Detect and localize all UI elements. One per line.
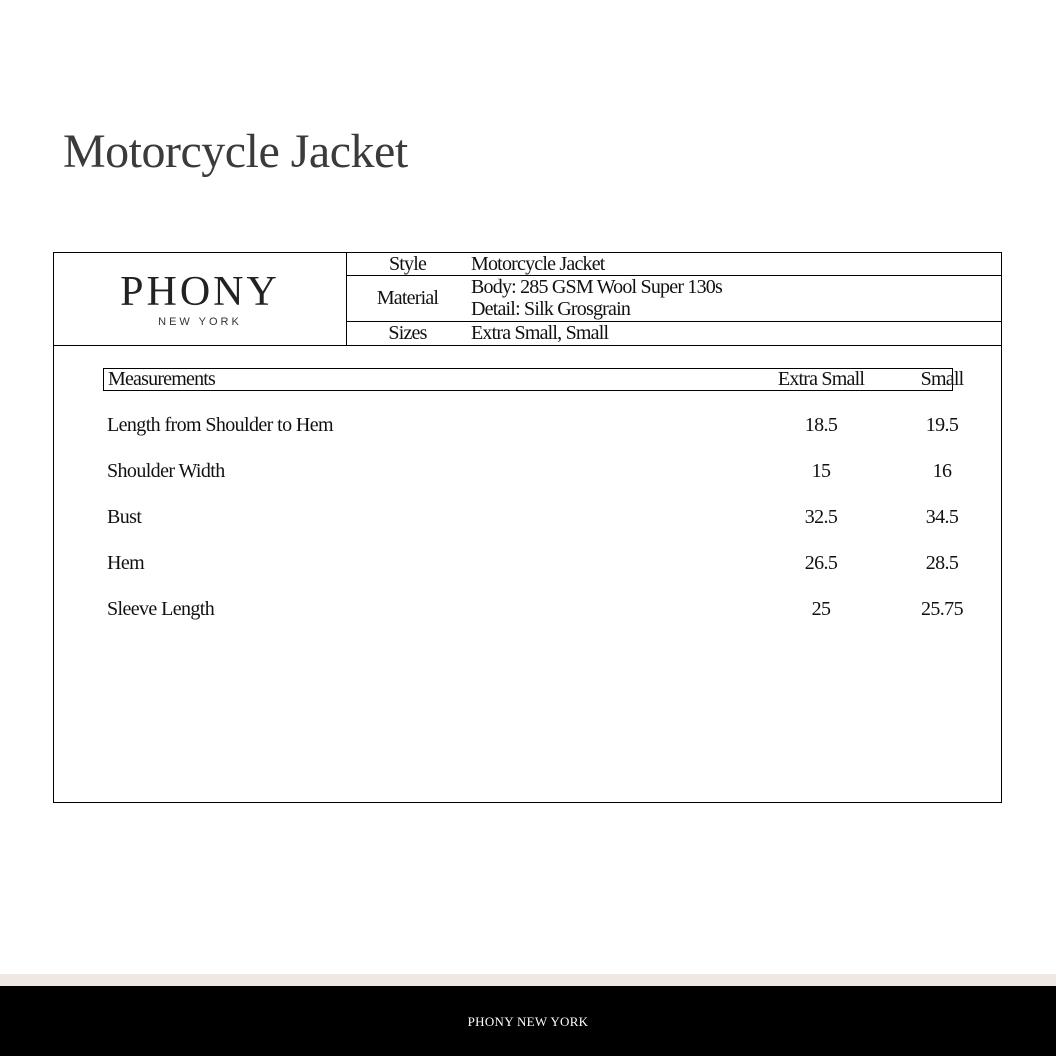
logo-wordmark: PHONY	[120, 269, 280, 315]
spec-value-material-body: Body: 285 GSM Wool Super 130s	[471, 276, 722, 298]
measurement-xs: 25	[811, 598, 831, 620]
measurements-header	[103, 368, 964, 391]
spec-value-sizes: Extra Small, Small	[471, 322, 609, 344]
page-title: Motorcycle Jacket	[63, 125, 408, 178]
measurement-name: Length from Shoulder to Hem	[107, 414, 333, 436]
measurement-name: Bust	[107, 506, 142, 528]
spec-row-material	[347, 276, 1001, 322]
logo-subtitle: NEW YORK	[158, 316, 242, 328]
table-row	[103, 503, 959, 549]
spec-label-sizes: Sizes	[388, 322, 427, 344]
table-row	[103, 549, 959, 595]
measurement-name: Hem	[107, 552, 145, 574]
table-row	[103, 595, 963, 641]
measurement-xs: 32.5	[804, 506, 838, 528]
footer-brand-text: PHONY NEW YORK	[467, 1014, 589, 1029]
measurement-s: 28.5	[925, 552, 959, 574]
footer	[0, 986, 1056, 1056]
measurement-xs: 18.5	[804, 414, 838, 436]
table-row	[103, 411, 959, 457]
measurement-s: 16	[932, 460, 952, 482]
measurement-name: Shoulder Width	[107, 460, 225, 482]
measurement-s: 34.5	[925, 506, 959, 528]
measurements-table	[103, 411, 963, 641]
measurement-xs: 15	[811, 460, 831, 482]
table-row	[103, 457, 951, 503]
measurement-s: 25.75	[920, 598, 963, 620]
header-extra-small: Extra Small	[777, 368, 865, 390]
spec-row-sizes	[347, 322, 1001, 345]
spec-row-style	[347, 253, 1001, 276]
measurement-xs: 26.5	[804, 552, 838, 574]
header-small: Small	[920, 368, 964, 390]
brand-logo	[54, 253, 347, 345]
spec-sheet	[53, 252, 1002, 803]
footer-band	[0, 974, 1056, 986]
spec-label-material: Material	[376, 287, 439, 309]
header-measurements: Measurements	[108, 368, 216, 390]
measurement-name: Sleeve Length	[107, 598, 215, 620]
spec-label-style: Style	[388, 253, 427, 275]
spec-value-style: Motorcycle Jacket	[471, 253, 605, 275]
spec-value-material-detail: Detail: Silk Grosgrain	[471, 298, 631, 320]
measurement-s: 19.5	[925, 414, 959, 436]
spec-header	[54, 253, 1001, 346]
